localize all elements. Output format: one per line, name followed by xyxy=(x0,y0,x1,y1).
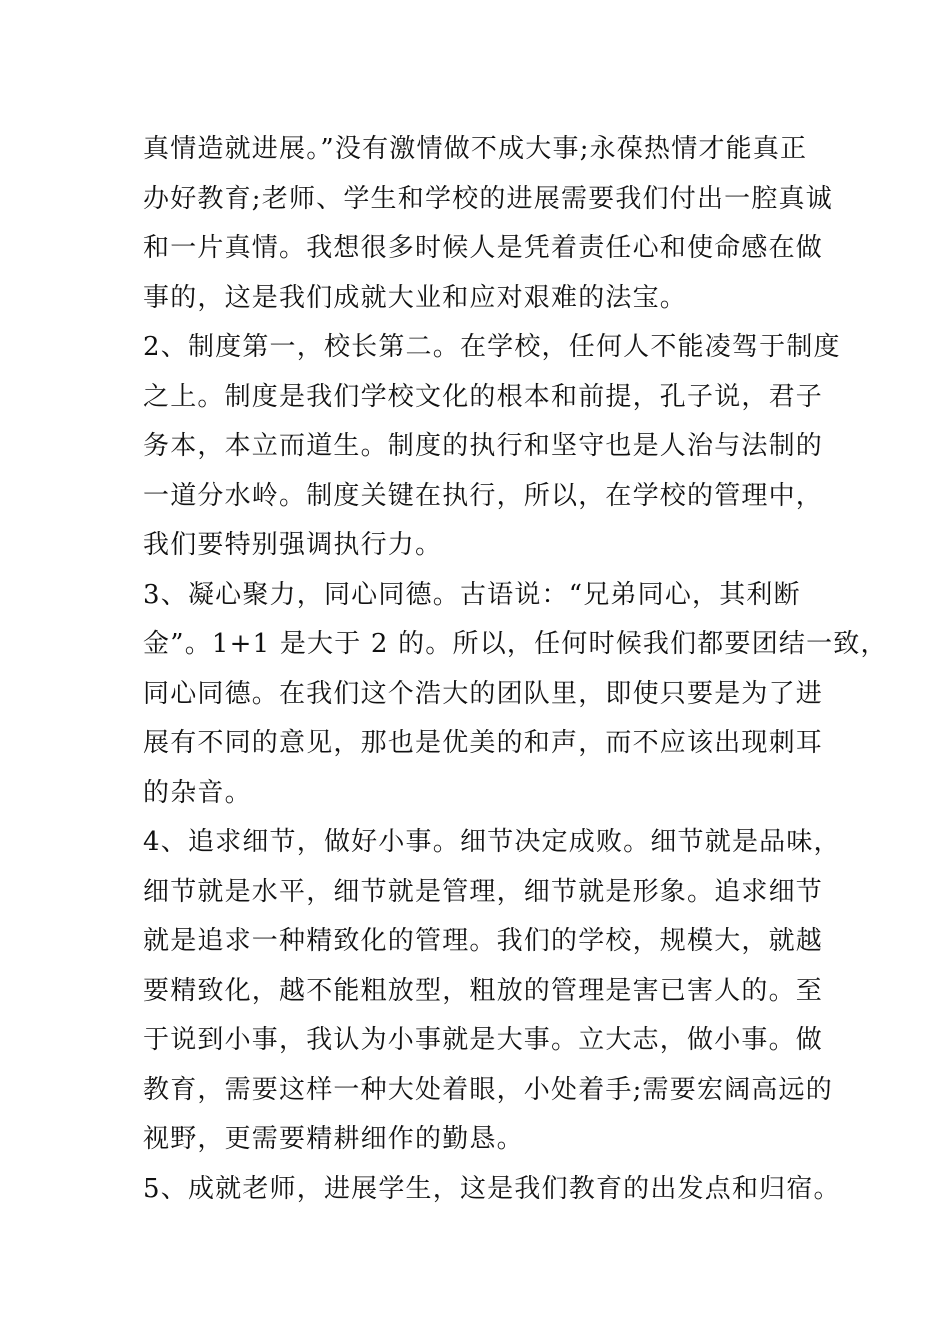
text-line: 和一片真情。我想很多时候人是凭着责任心和使命感在做 xyxy=(143,233,824,263)
text-line: 事的，这是我们成就大业和应对艰难的法宝。 xyxy=(143,282,688,313)
text-line: 真情造就进展。”没有激情做不成大事;永葆热情才能真正 xyxy=(143,134,808,164)
text-line: 视野，更需要精耕细作的勤恳。 xyxy=(143,1124,524,1154)
text-line: 4、追求细节，做好小事。细节决定成败。细节就是品味， xyxy=(143,827,841,857)
text-line: 一道分水岭。制度关键在执行，所以，在学校的管理中， xyxy=(143,480,824,511)
text-line: 要精致化，越不能粗放型，粗放的管理是害已害人的。至 xyxy=(143,975,824,1006)
text-line: 3、凝心聚力，同心同德。古语说：“兄弟同心，其利断 xyxy=(143,579,801,610)
text-line: 教育，需要这样一种大处着眼，小处着手;需要宏阔高远的 xyxy=(143,1074,833,1105)
text-line: 我们要特别强调执行力。 xyxy=(143,530,443,560)
text-line: 2、制度第一，校长第二。在学校，任何人不能凌驾于制度 xyxy=(143,332,841,362)
text-line: 细节就是水平，细节就是管理，细节就是形象。追求细节 xyxy=(143,876,824,907)
text-line: 之上。制度是我们学校文化的根本和前提，孔子说，君子 xyxy=(143,381,824,412)
text-line: 的杂音。 xyxy=(143,777,252,808)
text-line: 办好教育;老师、学生和学校的进展需要我们付出一腔真诚 xyxy=(143,183,833,214)
text-line: 金”。1+1 是大于 2 的。所以，任何时候我们都要团结一致， xyxy=(143,629,888,659)
text-line: 就是追求一种精致化的管理。我们的学校，规模大，就越 xyxy=(143,926,824,956)
text-line: 展有不同的意见，那也是优美的和声，而不应该出现刺耳 xyxy=(143,728,824,758)
text-line: 同心同德。在我们这个浩大的团队里，即使只要是为了进 xyxy=(143,678,824,709)
text-line: 务本，本立而道生。制度的执行和坚守也是人治与法制的 xyxy=(143,431,824,461)
body-text xyxy=(143,125,888,1214)
text-line: 5、成就老师，进展学生，这是我们教育的出发点和归宿。 xyxy=(143,1173,841,1204)
text-line: 于说到小事，我认为小事就是大事。立大志，做小事。做 xyxy=(143,1025,824,1055)
